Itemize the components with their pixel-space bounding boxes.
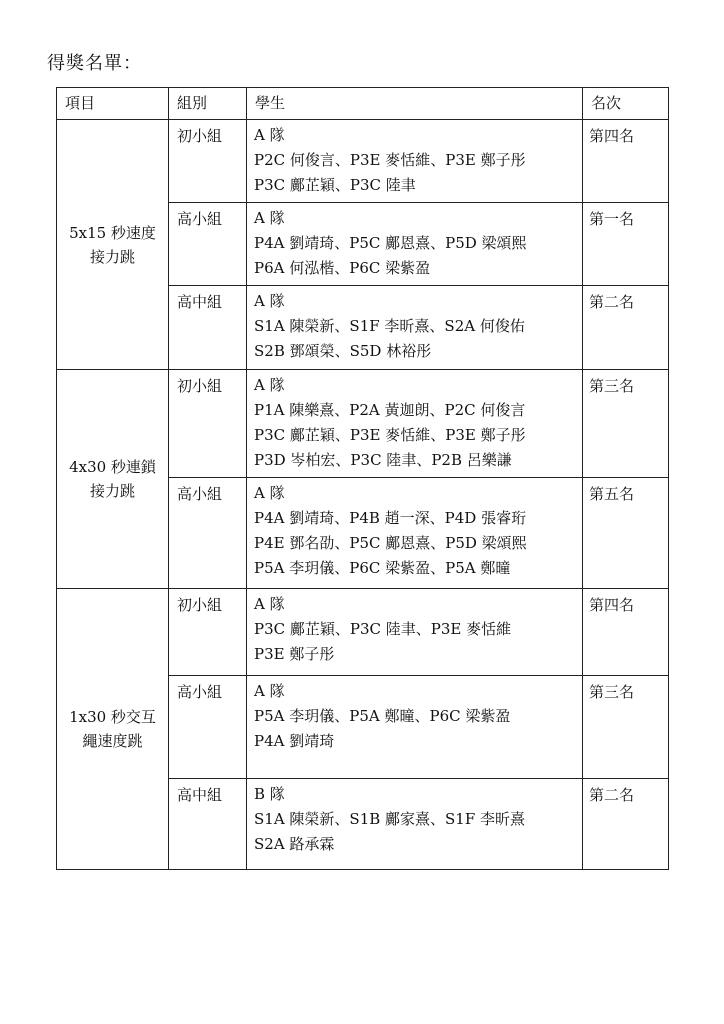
event-name-line: 1x30 秒交互 [69, 708, 156, 726]
students-cell [247, 589, 583, 676]
student-line: P5A 李玥儀、P6C 梁紫盈、P5A 鄭曈 [254, 559, 511, 577]
rank-cell: 第三名 [583, 370, 669, 478]
student-line: P3C 鄺芷穎、P3C 陸聿 [254, 176, 416, 194]
table-row [57, 589, 669, 676]
student-line: P3C 鄺芷穎、P3C 陸聿、P3E 麥恬維 [254, 620, 512, 638]
student-line: P4A 劉靖琦 [254, 732, 335, 750]
students-cell [247, 120, 583, 203]
page-title: 得獎名單： [47, 53, 142, 74]
student-line: P6A 何泓楷、P6C 梁紫盈 [254, 259, 431, 277]
header-event: 項目 [57, 88, 169, 120]
group-cell: 高中組 [169, 286, 247, 370]
team-label: A 隊 [254, 126, 285, 144]
group-cell: 高小組 [169, 478, 247, 589]
team-label: A 隊 [254, 292, 285, 310]
student-line: P2C 何俊言、P3E 麥恬維、P3E 鄭子彤 [254, 151, 526, 169]
group-cell: 高小組 [169, 203, 247, 286]
student-line: P4E 鄧名劭、P5C 鄺恩熹、P5D 梁頌熙 [254, 534, 527, 552]
students-cell [247, 676, 583, 779]
team-label: A 隊 [254, 682, 285, 700]
student-line: P3E 鄭子彤 [254, 645, 335, 663]
student-line: P3D 岑柏宏、P3C 陸聿、P2B 呂樂謙 [254, 451, 512, 469]
student-line: S2A 路承霖 [254, 835, 335, 853]
group-cell: 初小組 [169, 370, 247, 478]
event-name-line: 5x15 秒速度 [69, 223, 156, 242]
event-name-line: 接力跳 [89, 482, 135, 500]
students-cell [247, 779, 583, 870]
rank-cell: 第二名 [583, 779, 669, 870]
student-line: P1A 陳樂熹、P2A 黃迦朗、P2C 何俊言 [254, 401, 526, 419]
team-label: A 隊 [254, 595, 285, 613]
header-rank: 名次 [583, 88, 669, 120]
team-label: B 隊 [254, 785, 285, 803]
student-line: P3C 鄺芷穎、P3E 麥恬維、P3E 鄭子彤 [254, 426, 526, 444]
event-cell [57, 120, 169, 370]
students-cell [247, 286, 583, 370]
event-name-line: 接力跳 [89, 247, 135, 266]
rank-cell: 第二名 [583, 286, 669, 370]
team-label: A 隊 [254, 484, 285, 502]
rank-cell: 第一名 [583, 203, 669, 286]
students-cell [247, 203, 583, 286]
event-name-line: 繩速度跳 [82, 732, 143, 750]
group-cell: 初小組 [169, 589, 247, 676]
student-line: P4A 劉靖琦、P4B 趙一深、P4D 張睿珩 [254, 509, 527, 527]
student-line: P4A 劉靖琦、P5C 鄺恩熹、P5D 梁頌熙 [254, 234, 527, 252]
rank-cell: 第四名 [583, 589, 669, 676]
team-label: A 隊 [254, 376, 285, 394]
table-header-row [57, 88, 669, 120]
team-label: A 隊 [254, 209, 285, 227]
event-cell [57, 370, 169, 589]
student-line: S2B 鄧頌榮、S5D 林裕彤 [254, 342, 432, 360]
rank-cell: 第五名 [583, 478, 669, 589]
students-cell [247, 478, 583, 589]
group-cell: 高中組 [169, 779, 247, 870]
table-row [57, 120, 669, 203]
event-name-line: 4x30 秒連鎖 [69, 458, 156, 476]
rank-cell: 第三名 [583, 676, 669, 779]
event-cell [57, 589, 169, 870]
table-row [57, 370, 669, 478]
student-line: S1A 陳榮新、S1B 鄺家熹、S1F 李昕熹 [254, 810, 526, 828]
rank-cell: 第四名 [583, 120, 669, 203]
student-line: S1A 陳榮新、S1F 李昕熹、S2A 何俊佑 [254, 317, 525, 335]
group-cell: 初小組 [169, 120, 247, 203]
header-group: 組別 [169, 88, 247, 120]
students-cell [247, 370, 583, 478]
header-students: 學生 [247, 88, 583, 120]
awards-table [56, 87, 669, 870]
student-line: P5A 李玥儀、P5A 鄭曈、P6C 梁紫盈 [254, 707, 511, 725]
group-cell: 高小組 [169, 676, 247, 779]
